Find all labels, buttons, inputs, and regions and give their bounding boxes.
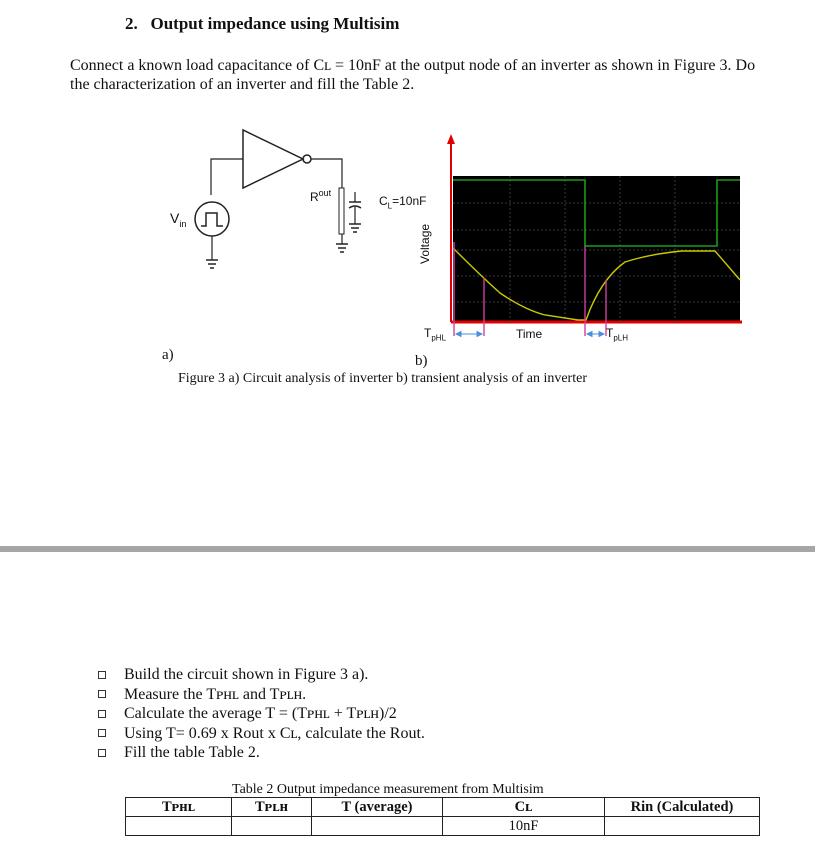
source-ground-icon bbox=[206, 260, 218, 268]
vin-label: $V_{in}$ bbox=[170, 210, 187, 229]
measurement-table bbox=[125, 797, 760, 836]
checkbox-icon bbox=[98, 729, 106, 737]
plot-xlabel: Time bbox=[516, 327, 543, 341]
plot-area bbox=[453, 176, 740, 322]
checkbox-icon bbox=[98, 710, 106, 718]
figure-label-a: a) bbox=[162, 347, 174, 363]
cap-ground-icon bbox=[349, 224, 361, 232]
checkbox-icon bbox=[98, 749, 106, 757]
table-header-cell: Rin (Calculated) bbox=[605, 798, 760, 817]
checkbox-icon bbox=[98, 690, 106, 698]
table-header-cell: Tᴘʜʟ bbox=[126, 798, 232, 817]
input-wire bbox=[211, 159, 243, 195]
table-cell[interactable] bbox=[312, 817, 443, 836]
rout-label: $R^{out}$ bbox=[310, 188, 332, 204]
table-header-row bbox=[126, 798, 760, 817]
section-title: Output impedance using Multisim bbox=[150, 14, 400, 33]
table-cell[interactable] bbox=[605, 817, 760, 836]
cl-label: $C_L=10nF$ bbox=[379, 194, 427, 211]
table-cell[interactable] bbox=[232, 817, 312, 836]
table-cell[interactable] bbox=[126, 817, 232, 836]
list-item: Build the circuit shown in Figure 3 a). bbox=[98, 665, 425, 685]
transient-plot bbox=[420, 130, 750, 360]
table-header-cell: T (average) bbox=[312, 798, 443, 817]
plot-ylabel: Voltage bbox=[418, 223, 432, 264]
section-heading bbox=[125, 14, 399, 34]
list-item: Fill the table Table 2. bbox=[98, 743, 425, 763]
checkbox-icon bbox=[98, 671, 106, 679]
list-item: Measure the Tᴘʜʟ and Tᴘʟʜ. bbox=[98, 685, 425, 705]
tphl-arrow bbox=[456, 332, 482, 337]
table-cell: 10nF bbox=[443, 817, 605, 836]
page-divider bbox=[0, 546, 815, 552]
table-row bbox=[126, 817, 760, 836]
rout-resistor bbox=[339, 188, 344, 234]
table-header-cell: Cʟ bbox=[443, 798, 605, 817]
table-header-cell: Tᴘʟʜ bbox=[232, 798, 312, 817]
section-number: 2. bbox=[125, 14, 138, 33]
intro-paragraph: Connect a known load capacitance of Cʟ = 10nF at the output node of an inverter as shown in Figure 3. Do the characterization of an inverter and fill the Table 2. bbox=[70, 57, 756, 93]
y-axis-arrow bbox=[447, 134, 455, 144]
figure-caption: Figure 3 a) Circuit analysis of inverter b) transient analysis of an inverter bbox=[178, 371, 587, 386]
task-list bbox=[98, 665, 425, 763]
inverter-symbol bbox=[243, 130, 303, 188]
tplh-arrow bbox=[587, 332, 604, 337]
figure-label-b: b) bbox=[415, 353, 428, 369]
list-item: Using T= 0.69 x Rout x Cʟ, calculate the Rout. bbox=[98, 724, 425, 744]
output-wire bbox=[311, 159, 342, 188]
pulse-icon bbox=[201, 213, 223, 226]
tphl-label: $T_{pHL}$ bbox=[424, 326, 447, 343]
tplh-label: $T_{pLH}$ bbox=[606, 326, 629, 343]
table-title: Table 2 Output impedance measurement from Multisim bbox=[232, 782, 544, 797]
pulse-source bbox=[195, 202, 229, 236]
resistor-ground-icon bbox=[336, 244, 348, 252]
list-item: Calculate the average T = (Tᴘʜʟ + Tᴘʟʜ)/2 bbox=[98, 704, 425, 724]
